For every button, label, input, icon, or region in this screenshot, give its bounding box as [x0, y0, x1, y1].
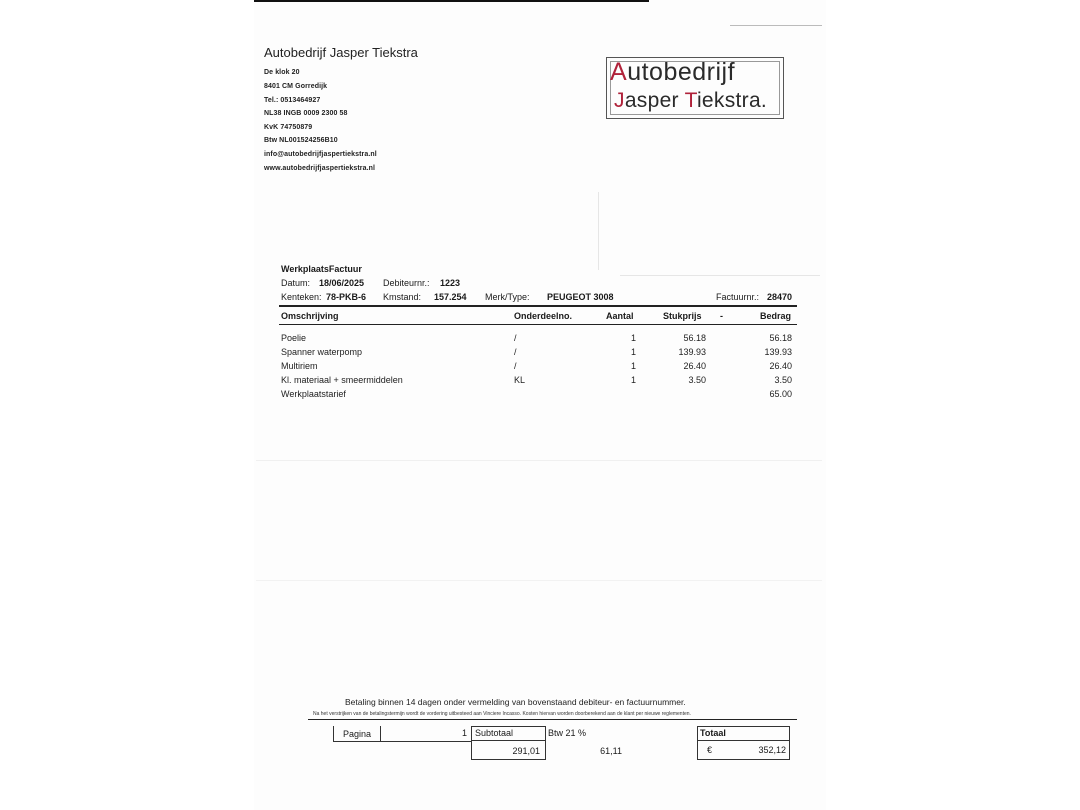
scan-top-edge-right: [730, 25, 822, 26]
merk-value: PEUGEOT 3008: [547, 292, 614, 302]
cell-aantal: 1: [630, 333, 636, 343]
factuurnr-label: Factuurnr.:: [716, 292, 760, 302]
header-aantal: Aantal: [606, 311, 634, 321]
pagina-value: 1: [462, 728, 468, 738]
address-line: Btw NL001524256B10: [264, 137, 338, 144]
cell-aantal: 1: [630, 347, 636, 357]
cell-omschrijving: Spanner waterpomp: [281, 347, 363, 357]
scan-artifact: [256, 460, 822, 461]
btw-value: 61,11: [600, 746, 622, 756]
cell-omschrijving: Poelie: [281, 333, 307, 343]
payment-note: Betaling binnen 14 dagen onder vermelding van bovenstaand debiteur- en factuurnummer.: [345, 697, 686, 707]
email-line: info@autobedrijfjaspertiekstra.nl: [264, 151, 377, 158]
datum-label: Datum:: [281, 278, 311, 288]
cell-omschrijving: Werkplaatstarief: [281, 389, 346, 399]
subtotaal-divider: [471, 740, 546, 741]
cell-bedrag: 26.40: [769, 361, 792, 371]
cell-onderdeelno: KL: [514, 375, 526, 385]
cell-bedrag: 3.50: [774, 375, 792, 385]
cell-omschrijving: Kl. materiaal + smeermiddelen: [281, 375, 403, 385]
totaal-value: 352,12: [758, 745, 786, 755]
kmstand-label: Kmstand:: [383, 292, 422, 302]
address-line: 8401 CM Gorredijk: [264, 83, 328, 90]
header-stukprijs: Stukprijs: [663, 311, 702, 321]
header-onderdeelno: Onderdeelno.: [514, 311, 573, 321]
company-name: Autobedrijf Jasper Tiekstra: [264, 45, 418, 60]
footer-rule: [308, 719, 797, 720]
header-dash: -: [720, 311, 723, 321]
address-line: NL38 INGB 0009 2300 58: [264, 110, 348, 117]
table-top-rule: [279, 305, 797, 307]
kmstand-value: 157.254: [434, 292, 467, 302]
totaal-divider: [697, 740, 790, 741]
invoice-paper: [254, 0, 826, 810]
small-print: Na het verstrijken van de betalingstermijn wordt de vordering uitbesteed aan Vinciere Incasso. Kosten hiervan worden doorberekend aan de klant per nieuwe reglementen.: [313, 711, 691, 717]
header-bedrag: Bedrag: [760, 311, 792, 321]
cell-stukprijs: 139.93: [678, 347, 706, 357]
cell-onderdeelno: /: [514, 333, 517, 343]
cell-onderdeelno: /: [514, 361, 517, 371]
scan-artifact: [256, 580, 822, 581]
address-line: Tel.: 0513464927: [264, 97, 321, 104]
logo-line-2: Jasper Tiekstra.: [614, 89, 768, 112]
website-line: www.autobedrijfjaspertiekstra.nl: [264, 165, 376, 172]
scan-top-edge: [254, 0, 649, 2]
address-line: KvK 74750879: [264, 124, 313, 131]
cell-stukprijs: 26.40: [683, 361, 706, 371]
cell-aantal: 1: [630, 361, 636, 371]
subtotaal-value: 291,01: [512, 746, 540, 756]
pagina-label: Pagina: [343, 729, 372, 739]
cell-aantal: 1: [630, 375, 636, 385]
debiteur-label: Debiteurnr.:: [383, 278, 430, 288]
btw-label: Btw 21 %: [548, 728, 587, 738]
cell-stukprijs: 56.18: [683, 333, 706, 343]
table-header-rule: [279, 324, 797, 325]
cell-omschrijving: Multiriem: [281, 361, 318, 371]
cell-onderdeelno: /: [514, 347, 517, 357]
header-omschrijving: Omschrijving: [281, 311, 339, 321]
document-title: WerkplaatsFactuur: [281, 264, 362, 274]
address-line: De klok 20: [264, 69, 300, 76]
factuurnr-value: 28470: [767, 292, 793, 302]
totaal-label: Totaal: [700, 728, 726, 738]
kenteken-value: 78-PKB-6: [326, 292, 367, 302]
cell-bedrag: 65.00: [769, 389, 792, 399]
merk-label: Merk/Type:: [485, 292, 530, 302]
cell-stukprijs: 3.50: [688, 375, 706, 385]
subtotaal-label: Subtotaal: [475, 728, 514, 738]
pagina-divider: [380, 726, 381, 742]
cell-bedrag: 139.93: [764, 347, 792, 357]
datum-value: 18/06/2025: [319, 278, 365, 288]
currency-symbol: €: [707, 745, 713, 755]
cell-bedrag: 56.18: [769, 333, 792, 343]
scan-artifact: [620, 275, 820, 276]
scan-artifact: [598, 192, 599, 270]
kenteken-label: Kenteken:: [281, 292, 322, 302]
debiteur-value: 1223: [440, 278, 461, 288]
logo-line-1: Autobedrijf: [610, 58, 736, 86]
